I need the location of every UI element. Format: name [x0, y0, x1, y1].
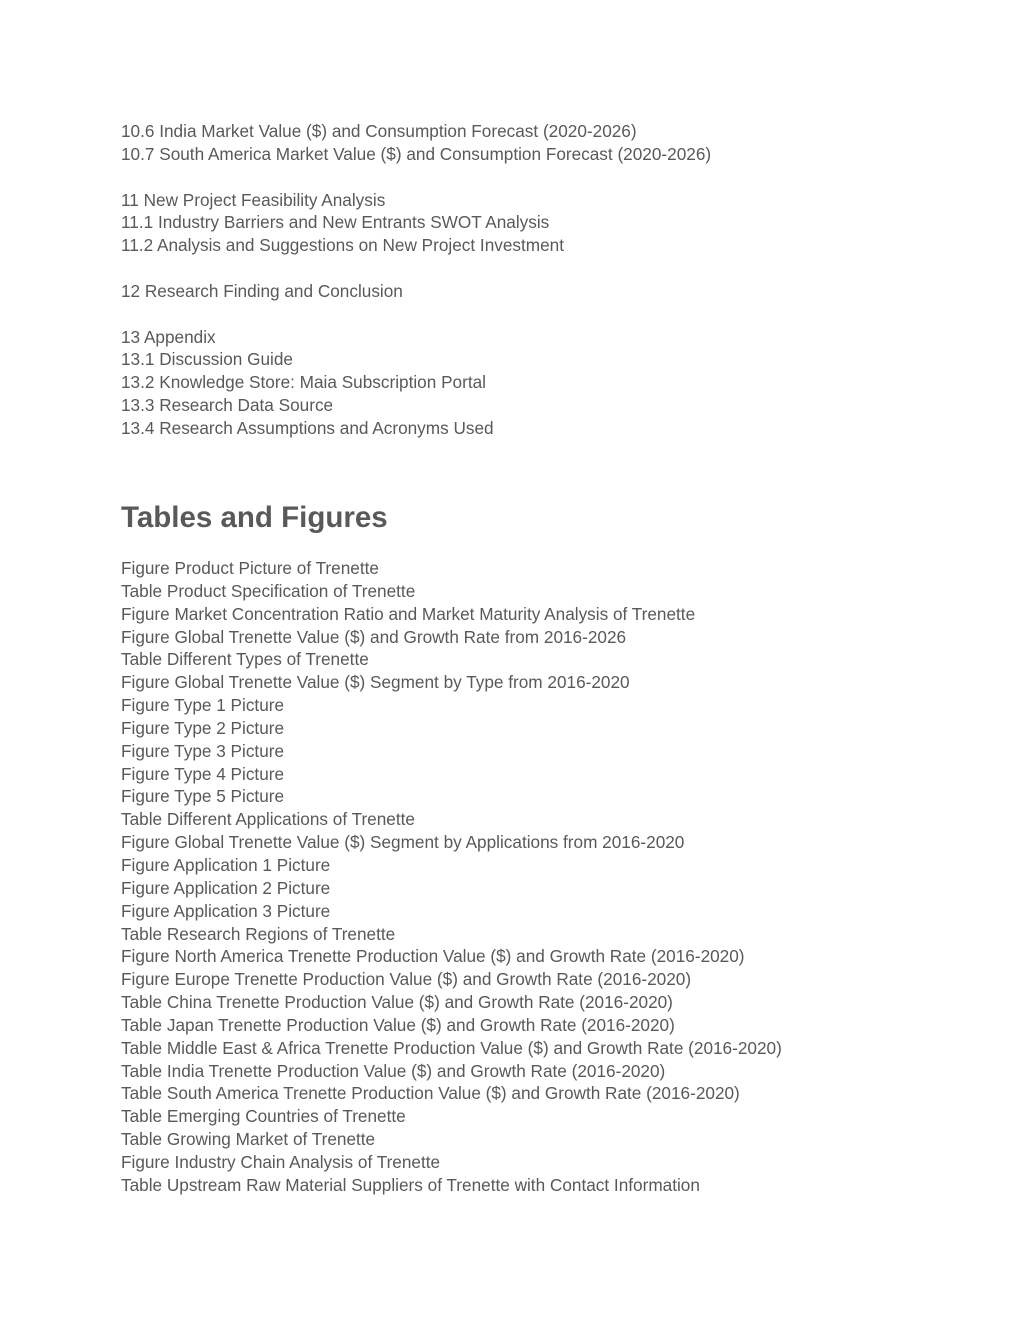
toc-line: 13.4 Research Assumptions and Acronyms Used: [121, 417, 494, 438]
tables-and-figures-list: [121, 557, 782, 1197]
list-item: Table India Trenette Production Value ($) and Growth Rate (2016-2020): [121, 1060, 666, 1081]
toc-group-12: [121, 280, 711, 303]
toc-line: 13.2 Knowledge Store: Maia Subscription Portal: [121, 372, 486, 393]
section-heading: Tables and Figures: [121, 501, 388, 534]
list-item: Figure Type 1 Picture: [121, 695, 285, 716]
list-item: Table Japan Trenette Production Value ($) and Growth Rate (2016-2020): [121, 1014, 675, 1035]
toc-line: 13 Appendix: [121, 326, 216, 347]
toc-line: 13.3 Research Data Source: [121, 395, 334, 416]
list-item: Table South America Trenette Production Value ($) and Growth Rate (2016-2020): [121, 1083, 740, 1104]
table-of-contents-continued: [121, 120, 711, 463]
list-item: Table Research Regions of Trenette: [121, 923, 396, 944]
toc-line: 13.1 Discussion Guide: [121, 349, 293, 370]
list-item: Table Emerging Countries of Trenette: [121, 1106, 406, 1127]
list-item: Table China Trenette Production Value ($) and Growth Rate (2016-2020): [121, 992, 673, 1013]
list-item: Figure Europe Trenette Production Value ($) and Growth Rate (2016-2020): [121, 969, 692, 990]
list-item: Figure Global Trenette Value ($) and Growth Rate from 2016-2026: [121, 626, 627, 647]
list-item: Table Middle East & Africa Trenette Production Value ($) and Growth Rate (2016-2020): [121, 1037, 782, 1058]
list-item: Table Growing Market of Trenette: [121, 1129, 376, 1150]
list-item: Figure Application 1 Picture: [121, 854, 331, 875]
list-item: Figure Type 4 Picture: [121, 763, 285, 784]
toc-group-10: [121, 120, 711, 166]
toc-line: 11 New Project Feasibility Analysis: [121, 189, 386, 210]
list-item: Figure Industry Chain Analysis of Trenette: [121, 1151, 441, 1172]
list-item: Figure Type 3 Picture: [121, 740, 285, 761]
list-item: Figure Application 2 Picture: [121, 877, 331, 898]
list-item: Figure Application 3 Picture: [121, 900, 331, 921]
list-item: Table Different Applications of Trenette: [121, 809, 415, 830]
toc-line: 12 Research Finding and Conclusion: [121, 280, 403, 301]
list-item: Figure Type 5 Picture: [121, 786, 285, 807]
list-item: Figure Market Concentration Ratio and Market Maturity Analysis of Trenette: [121, 603, 696, 624]
toc-line: 11.2 Analysis and Suggestions on New Project Investment: [121, 235, 564, 256]
toc-group-13: [121, 326, 711, 440]
list-item: Figure Global Trenette Value ($) Segment by Applications from 2016-2020: [121, 832, 685, 853]
list-item: Figure Type 2 Picture: [121, 717, 285, 738]
list-item: Table Product Specification of Trenette: [121, 580, 416, 601]
list-item: Figure North America Trenette Production Value ($) and Growth Rate (2016-2020): [121, 946, 745, 967]
list-item: Table Upstream Raw Material Suppliers of Trenette with Contact Information: [121, 1174, 700, 1195]
list-item: Table Different Types of Trenette: [121, 649, 369, 670]
toc-line: 10.7 South America Market Value ($) and Consumption Forecast (2020-2026): [121, 143, 712, 164]
toc-group-11: [121, 189, 711, 258]
toc-line: 11.1 Industry Barriers and New Entrants SWOT Analysis: [121, 212, 550, 233]
list-item: Figure Product Picture of Trenette: [121, 558, 379, 578]
toc-line: 10.6 India Market Value ($) and Consumption Forecast (2020-2026): [121, 121, 637, 141]
list-item: Figure Global Trenette Value ($) Segment by Type from 2016-2020: [121, 672, 630, 693]
